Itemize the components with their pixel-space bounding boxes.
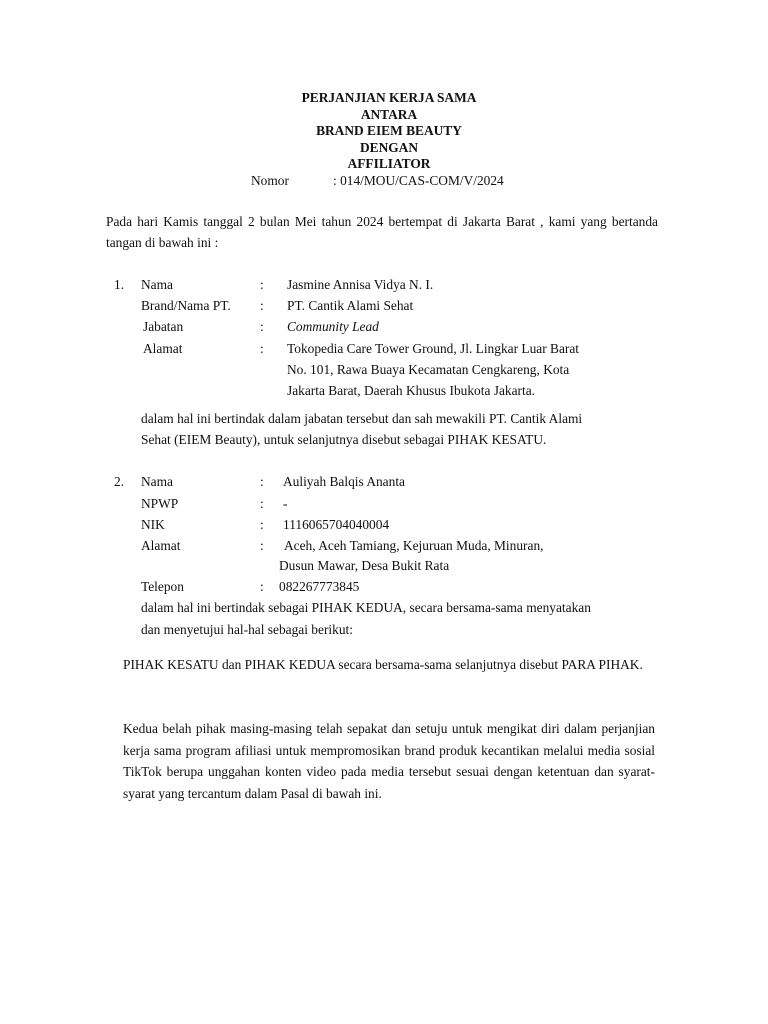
party-1-statement-line-1: dalam hal ini bertindak dalam jabatan tersebut dan sah mewakili PT. Cantik Alami xyxy=(141,411,583,426)
party-2-npwp-colon: : xyxy=(260,496,264,511)
party-2-telepon-label: Telepon xyxy=(141,579,184,594)
nomor-label: Nomor xyxy=(251,173,289,188)
party-2-npwp-value: - xyxy=(283,496,288,511)
party-2-alamat-line-2: Dusun Mawar, Desa Bukit Rata xyxy=(279,558,450,573)
party-2-npwp-label: NPWP xyxy=(141,496,179,511)
party-1-statement-line-2: Sehat (EIEM Beauty), untuk selanjutnya disebut sebagai PIHAK KESATU. xyxy=(141,432,547,447)
party-2-alamat-colon: : xyxy=(260,538,264,553)
party-1-alamat-line-2: No. 101, Rawa Buaya Kecamatan Cengkareng, Kota xyxy=(287,362,570,377)
party-2-nik-colon: : xyxy=(260,517,264,532)
title-line-4: DENGAN xyxy=(359,139,419,155)
party-2-nik-value: 1116065704040004 xyxy=(283,517,390,532)
party-2-alamat-line-1: Aceh, Aceh Tamiang, Kejuruan Muda, Minuran, xyxy=(284,538,544,553)
para-pihak-paragraph: PIHAK KESATU dan PIHAK KEDUA secara bersama-sama selanjutnya disebut PARA PIHAK. xyxy=(123,657,643,672)
title-line-2: ANTARA xyxy=(360,106,418,122)
party-1-alamat-line-1: Tokopedia Care Tower Ground, Jl. Lingkar Luar Barat xyxy=(287,341,580,356)
party-2-alamat-label: Alamat xyxy=(141,538,181,553)
party-1-jabatan-value: Community Lead xyxy=(287,319,379,334)
nomor-value: : 014/MOU/CAS-COM/V/2024 xyxy=(333,173,504,188)
title-line-5: AFFILIATOR xyxy=(347,156,431,171)
party-1-number: 1. xyxy=(114,277,125,292)
party-1-jabatan-colon: : xyxy=(260,319,264,334)
party-1-brand-label: Brand/Nama PT. xyxy=(141,298,231,313)
party-1-alamat-label: Alamat xyxy=(143,341,183,356)
party-2-telepon-value: 082267773845 xyxy=(279,579,360,594)
party-1-alamat-colon: : xyxy=(260,341,264,356)
party-2-statement-line-2: dan menyetujui hal-hal sebagai berikut: xyxy=(141,622,353,637)
party-2-nama-colon: : xyxy=(260,474,264,489)
document-title xyxy=(0,90,768,173)
party-2-statement-line-1: dalam hal ini bertindak sebagai PIHAK KEDUA, secara bersama-sama menyatakan xyxy=(141,600,591,615)
party-1-nama-colon: : xyxy=(260,277,264,292)
intro-paragraph: Pada hari Kamis tanggal 2 bulan Mei tahun 2024 bertempat di Jakarta Barat , kami yang bertanda tangan di bawah ini : xyxy=(106,214,658,250)
title-line-3: BRAND EIEM BEAUTY xyxy=(316,123,462,138)
party-2-nama-label: Nama xyxy=(141,474,173,489)
party-2-telepon-colon: : xyxy=(260,579,264,594)
party-1-jabatan-label: Jabatan xyxy=(143,319,184,334)
party-2-nik-label: NIK xyxy=(141,517,165,532)
party-2-number: 2. xyxy=(114,474,125,489)
title-line-1: PERJANJIAN KERJA SAMA xyxy=(301,90,477,105)
party-1-nama-value: Jasmine Annisa Vidya N. I. xyxy=(287,277,434,292)
document-number xyxy=(251,172,504,189)
party-1-alamat-line-3: Jakarta Barat, Daerah Khusus Ibukota Jakarta. xyxy=(287,383,536,398)
party-1-nama-label: Nama xyxy=(141,277,173,292)
party-1-brand-colon: : xyxy=(260,298,264,313)
party-2-nama-value: Auliyah Balqis Ananta xyxy=(283,474,405,489)
party-1-brand-value: PT. Cantik Alami Sehat xyxy=(287,298,414,313)
agreement-paragraph: Kedua belah pihak masing-masing telah sepakat dan setuju untuk mengikat diri dalam perjanjian kerja sama program afiliasi untuk mempromosikan brand produk kecantikan melalui media sosial TikTok berupa unggahan konten video pada media tersebut sesuai dengan ketentuan dan syarat-syarat yang tercantum dalam Pasal di bawah ini. xyxy=(123,721,655,801)
